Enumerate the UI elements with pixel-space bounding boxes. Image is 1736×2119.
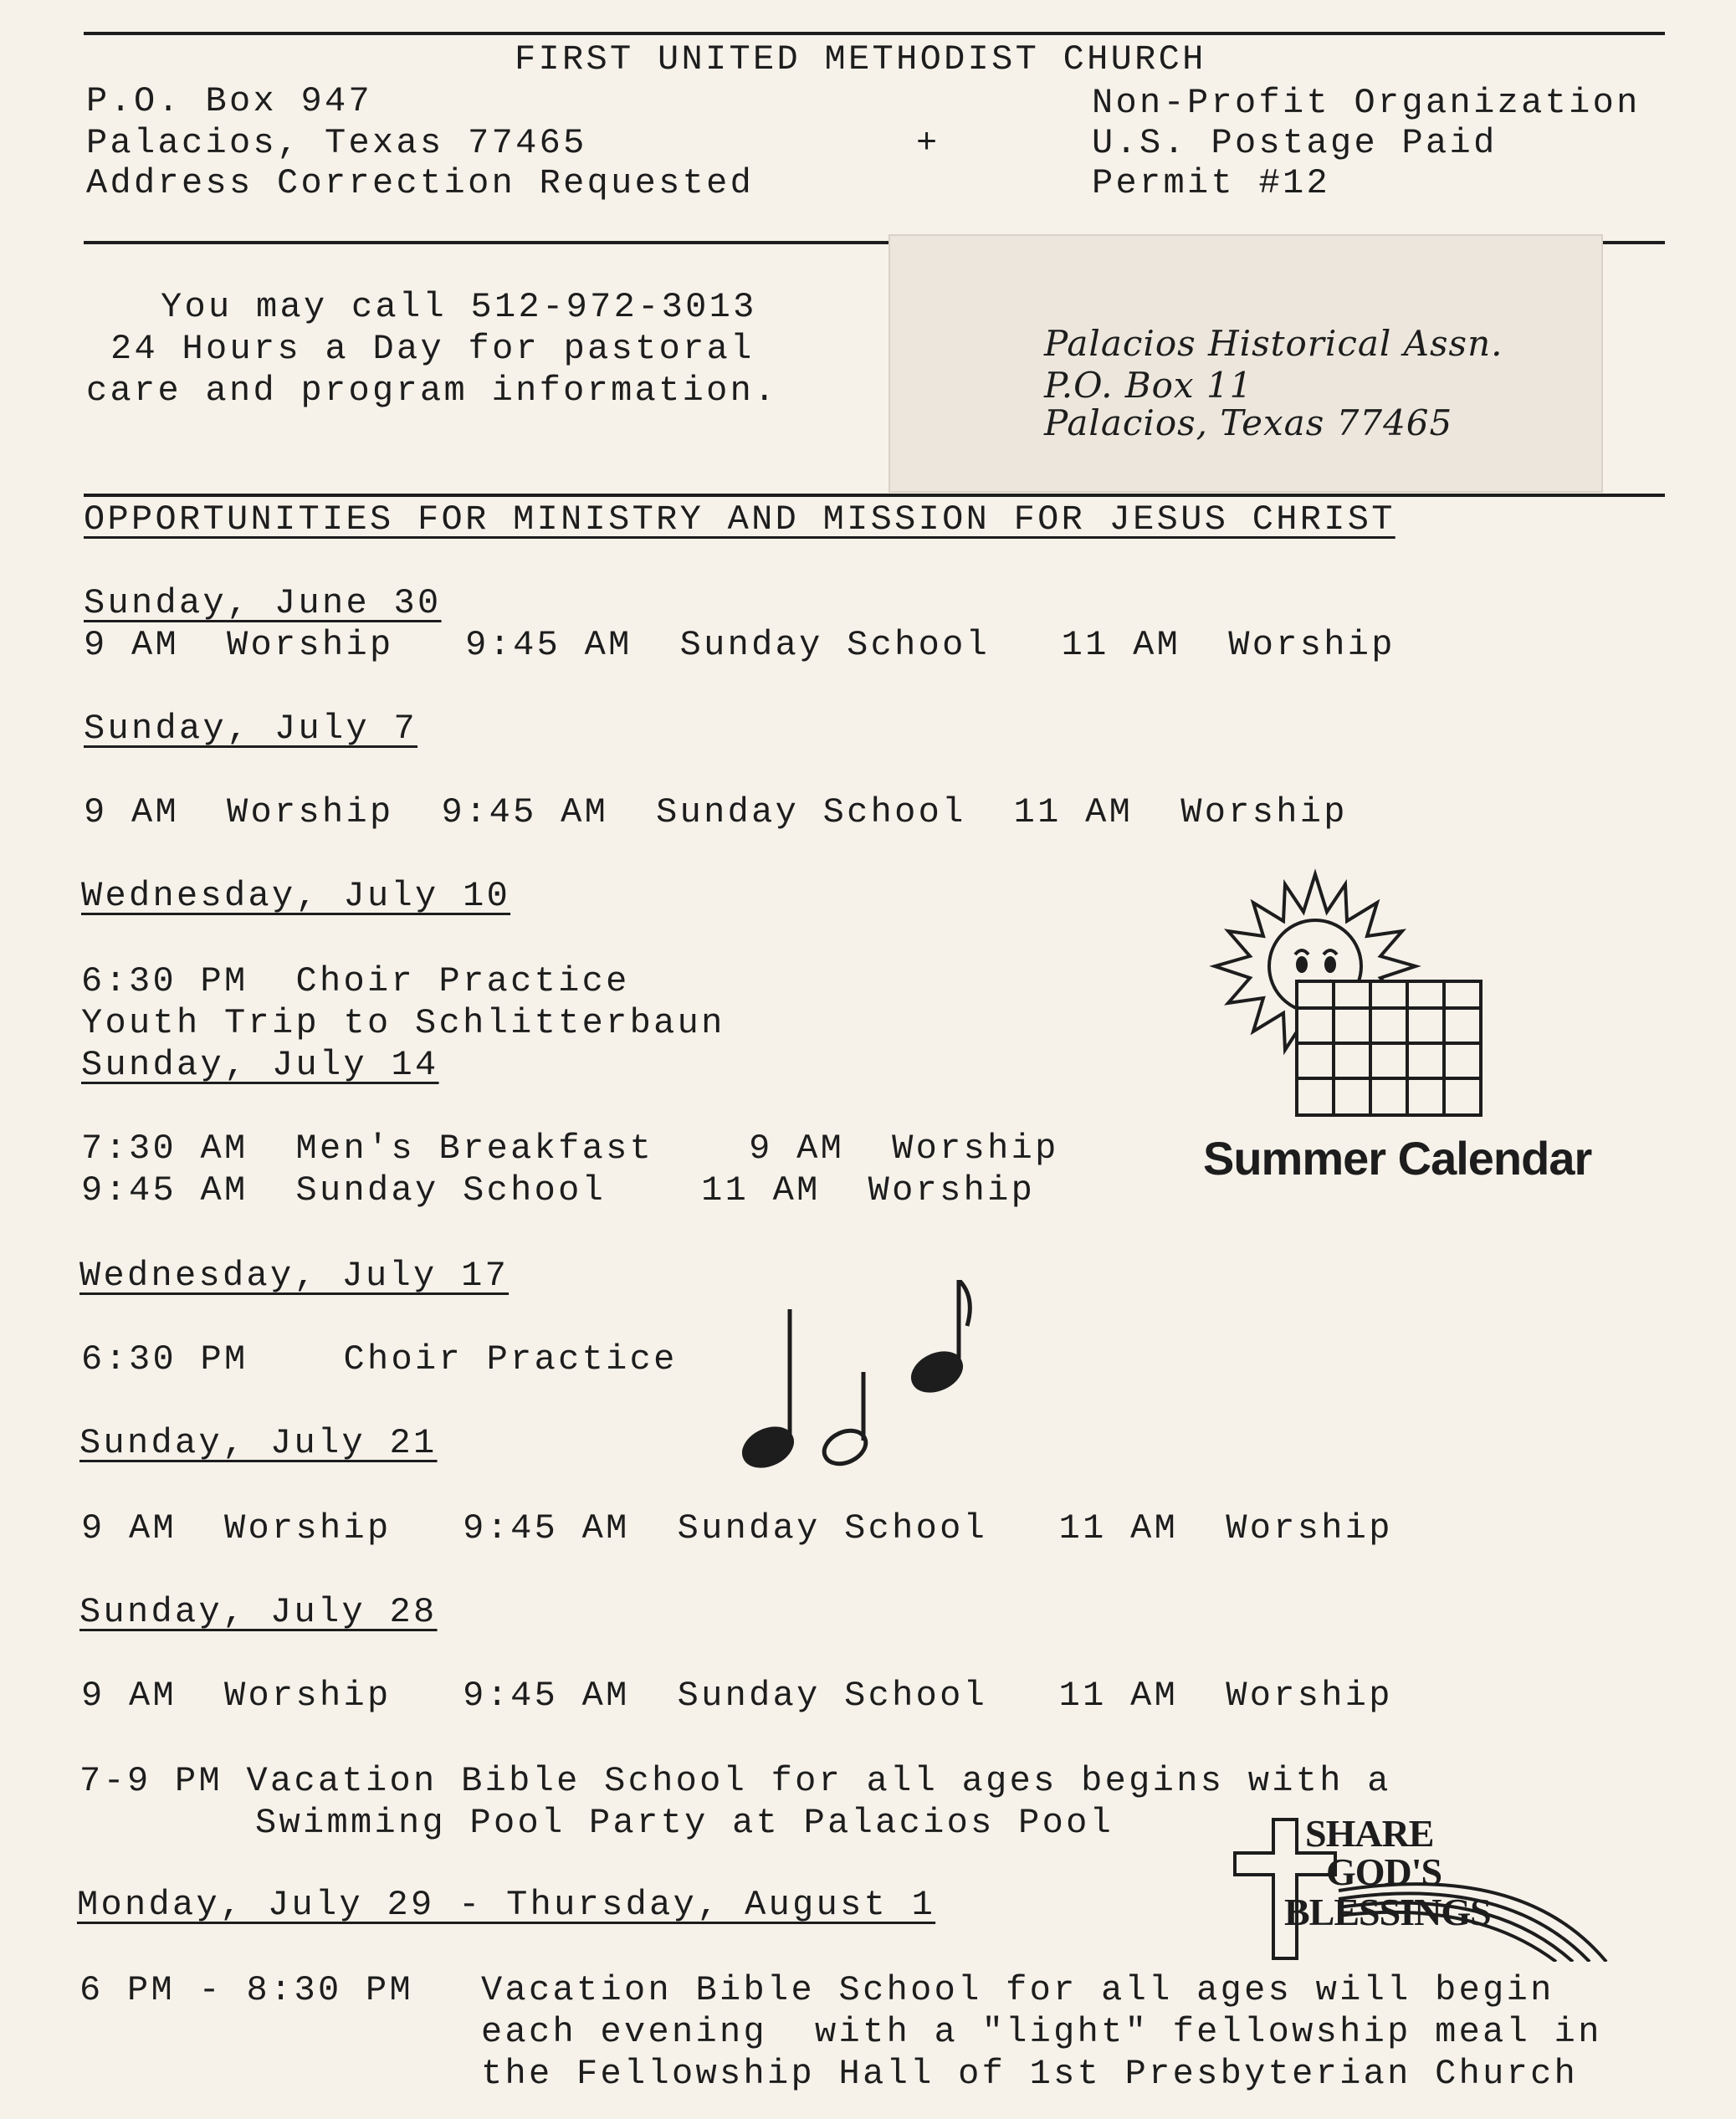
- contact-line-2: 24 Hours a Day for pastoral: [110, 329, 755, 369]
- event-line: 9 AM Worship 9:45 AM Sunday School 11 AM Worship: [84, 625, 1395, 665]
- event-date: Sunday, July 7: [84, 709, 418, 749]
- label-line-2: P.O. Box 11: [1044, 365, 1253, 406]
- share-line-1: SHARE: [1305, 1812, 1434, 1855]
- postage-line-2: U.S. Postage Paid: [1092, 123, 1498, 163]
- event-line: Vacation Bible School for all ages will begin: [481, 1970, 1554, 2010]
- event-date: Sunday, July 14: [81, 1045, 439, 1085]
- event-line: 6:30 PM Choir Practice: [81, 961, 630, 1001]
- share-line-2: GOD'S: [1326, 1850, 1442, 1893]
- sun-calendar-illustration: [1196, 866, 1598, 1142]
- summer-calendar-caption: Summer Calendar: [1203, 1132, 1592, 1185]
- top-rule: [84, 32, 1665, 35]
- event-time: 6 PM - 8:30 PM: [79, 1970, 414, 2010]
- event-line: each evening with a "light" fellowship meal in: [481, 2012, 1602, 2052]
- event-line: Swimming Pool Party at Palacios Pool: [255, 1803, 1114, 1843]
- event-line: 9 AM Worship 9:45 AM Sunday School 11 AM Worship: [81, 1676, 1393, 1716]
- cross-mark: +: [916, 123, 940, 163]
- event-date: Wednesday, July 10: [81, 876, 511, 916]
- share-line-3: BLESSINGS: [1284, 1891, 1491, 1933]
- event-line: 9 AM Worship 9:45 AM Sunday School 11 AM Worship: [84, 792, 1348, 832]
- postage-line-3: Permit #12: [1092, 163, 1331, 203]
- org-name: FIRST UNITED METHODIST CHURCH: [515, 39, 1206, 79]
- event-line: 9:45 AM Sunday School 11 AM Worship: [81, 1170, 1036, 1210]
- contact-line-1: You may call 512-972-3013: [161, 287, 757, 327]
- address-line-3: Address Correction Requested: [86, 163, 755, 203]
- event-date: Sunday, June 30: [84, 583, 442, 623]
- event-line: 6:30 PM Choir Practice: [81, 1339, 678, 1379]
- event-date: Wednesday, July 17: [79, 1256, 510, 1296]
- event-date: Sunday, July 28: [79, 1592, 438, 1632]
- event-line: 7:30 AM Men's Breakfast 9 AM Worship: [81, 1129, 1059, 1169]
- event-line: 7-9 PM Vacation Bible School for all ages begins with a: [79, 1761, 1391, 1801]
- address-line-1: P.O. Box 947: [86, 81, 373, 121]
- event-date: Sunday, July 21: [79, 1423, 438, 1463]
- music-notes-icon: [728, 1280, 979, 1481]
- label-line-3: Palacios, Texas 77465: [1044, 402, 1453, 443]
- label-bottom-rule: [84, 494, 1665, 497]
- contact-line-3: care and program information.: [86, 371, 778, 411]
- address-line-2: Palacios, Texas 77465: [86, 123, 587, 163]
- postage-line-1: Non-Profit Organization: [1092, 83, 1641, 123]
- label-line-1: Palacios Historical Assn.: [1044, 323, 1503, 364]
- section-title: OPPORTUNITIES FOR MINISTRY AND MISSION FOR JESUS CHRIST: [84, 499, 1395, 540]
- event-line: the Fellowship Hall of 1st Presbyterian Church: [481, 2054, 1579, 2094]
- calendar-icon: [1297, 981, 1481, 1115]
- event-date: Monday, July 29 - Thursday, August 1: [77, 1885, 936, 1925]
- event-line: Youth Trip to Schlitterbaun: [81, 1003, 725, 1043]
- event-line: 9 AM Worship 9:45 AM Sunday School 11 AM Worship: [81, 1508, 1393, 1548]
